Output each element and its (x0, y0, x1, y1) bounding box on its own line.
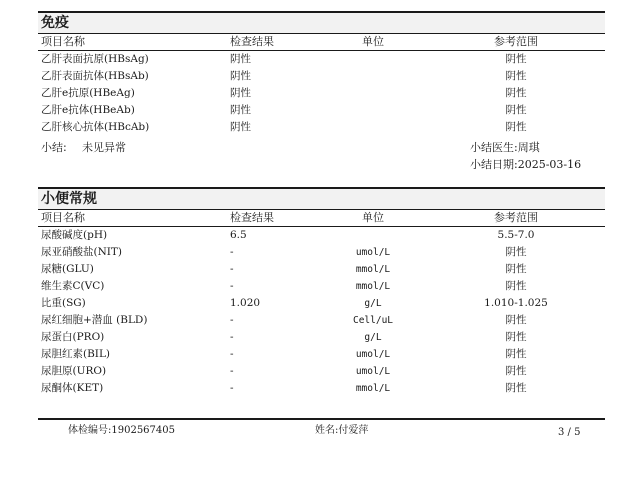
reference-range: 阴性 (505, 121, 527, 133)
patient-name: 姓名:付爱萍 (315, 425, 369, 436)
result-value: - (230, 314, 234, 326)
reference-range: 阴性 (505, 314, 527, 326)
table-row (38, 278, 605, 295)
reference-range: 阴性 (505, 53, 527, 65)
col-item-name: 项目名称 (41, 35, 85, 48)
table-row (38, 51, 605, 68)
reference-range: 阴性 (505, 70, 527, 82)
reference-range: 阴性 (505, 365, 527, 377)
exam-number: 体检编号:1902567405 (68, 425, 175, 436)
footer-divider (38, 418, 605, 420)
unit-value: umol/L (355, 366, 391, 377)
item-name: 尿酸碱度(pH) (41, 229, 108, 241)
item-name: 尿糖(GLU) (41, 263, 94, 275)
item-name: 尿蛋白(PRO) (41, 331, 105, 343)
col-unit: 单位 (362, 211, 384, 224)
reference-range: 阴性 (505, 104, 527, 116)
table-row (38, 102, 605, 119)
result-value: 阴性 (230, 121, 251, 133)
result-value: 6.5 (230, 229, 247, 241)
table-row (38, 261, 605, 278)
table-row (38, 295, 605, 312)
unit-value: g/L (364, 332, 382, 343)
col-result: 检查结果 (230, 35, 274, 48)
urine-section (38, 187, 605, 397)
item-name: 尿酮体(KET) (41, 382, 104, 394)
reference-range: 阴性 (505, 331, 527, 343)
unit-value: g/L (364, 298, 382, 309)
result-value: - (230, 348, 234, 360)
summary-label: 小结: (41, 141, 67, 154)
result-value: - (230, 263, 234, 275)
table-row (38, 363, 605, 380)
reference-range: 阴性 (505, 382, 527, 394)
table-row (38, 346, 605, 363)
col-reference: 参考范围 (494, 35, 538, 48)
reference-range: 阴性 (505, 246, 527, 258)
reference-range: 阴性 (505, 263, 527, 275)
item-name: 乙肝表面抗原(HBsAg) (41, 53, 149, 65)
table-row (38, 380, 605, 397)
result-value: 阴性 (230, 53, 251, 65)
table-row (38, 312, 605, 329)
unit-value: mmol/L (355, 264, 391, 275)
table-row (38, 244, 605, 261)
urine-column-header (38, 209, 605, 227)
table-row (38, 227, 605, 244)
item-name: 维生素C(VC) (41, 280, 105, 292)
result-value: - (230, 280, 234, 292)
reference-range: 1.010-1.025 (484, 297, 548, 309)
unit-value: mmol/L (355, 383, 391, 394)
item-name: 乙肝表面抗体(HBsAb) (41, 70, 149, 82)
item-name: 比重(SG) (41, 297, 86, 309)
summary-doctor: 小结医生:周琪 (470, 141, 540, 154)
result-value: 1.020 (230, 297, 261, 309)
item-name: 乙肝e抗原(HBeAg) (41, 87, 135, 99)
item-name: 乙肝核心抗体(HBcAb) (41, 121, 150, 133)
result-value: - (230, 382, 234, 394)
item-name: 乙肝e抗体(HBeAb) (41, 104, 135, 116)
table-row (38, 329, 605, 346)
result-value: 阴性 (230, 104, 251, 116)
table-row (38, 68, 605, 85)
reference-range: 阴性 (505, 87, 527, 99)
item-name: 尿胆红素(BIL) (41, 348, 111, 360)
urine-rows (38, 227, 605, 397)
item-name: 尿胆原(URO) (41, 365, 107, 377)
table-row (38, 85, 605, 102)
immunity-column-header (38, 33, 605, 51)
unit-value: umol/L (355, 349, 391, 360)
result-value: - (230, 331, 234, 343)
immunity-rows (38, 51, 605, 136)
item-name: 尿亚硝酸盐(NIT) (41, 246, 123, 258)
summary-text: 未见异常 (82, 141, 126, 154)
unit-value: Cell/uL (352, 315, 394, 326)
col-result: 检查结果 (230, 211, 274, 224)
table-row (38, 119, 605, 136)
immunity-title: 免疫 (38, 11, 605, 33)
immunity-summary (38, 136, 605, 176)
reference-range: 5.5-7.0 (497, 229, 535, 241)
reference-range: 阴性 (505, 348, 527, 360)
page-number: 3 / 5 (558, 427, 581, 438)
result-value: 阴性 (230, 87, 251, 99)
col-item-name: 项目名称 (41, 211, 85, 224)
urine-title: 小便常规 (38, 187, 605, 209)
result-value: - (230, 246, 234, 258)
unit-value: mmol/L (355, 281, 391, 292)
col-unit: 单位 (362, 35, 384, 48)
col-reference: 参考范围 (494, 211, 538, 224)
result-value: 阴性 (230, 70, 251, 82)
immunity-section (38, 11, 605, 176)
reference-range: 阴性 (505, 280, 527, 292)
unit-value: umol/L (355, 247, 391, 258)
summary-date: 小结日期:2025-03-16 (470, 158, 582, 171)
result-value: - (230, 365, 234, 377)
item-name: 尿红细胞+潜血 (BLD) (41, 314, 148, 326)
